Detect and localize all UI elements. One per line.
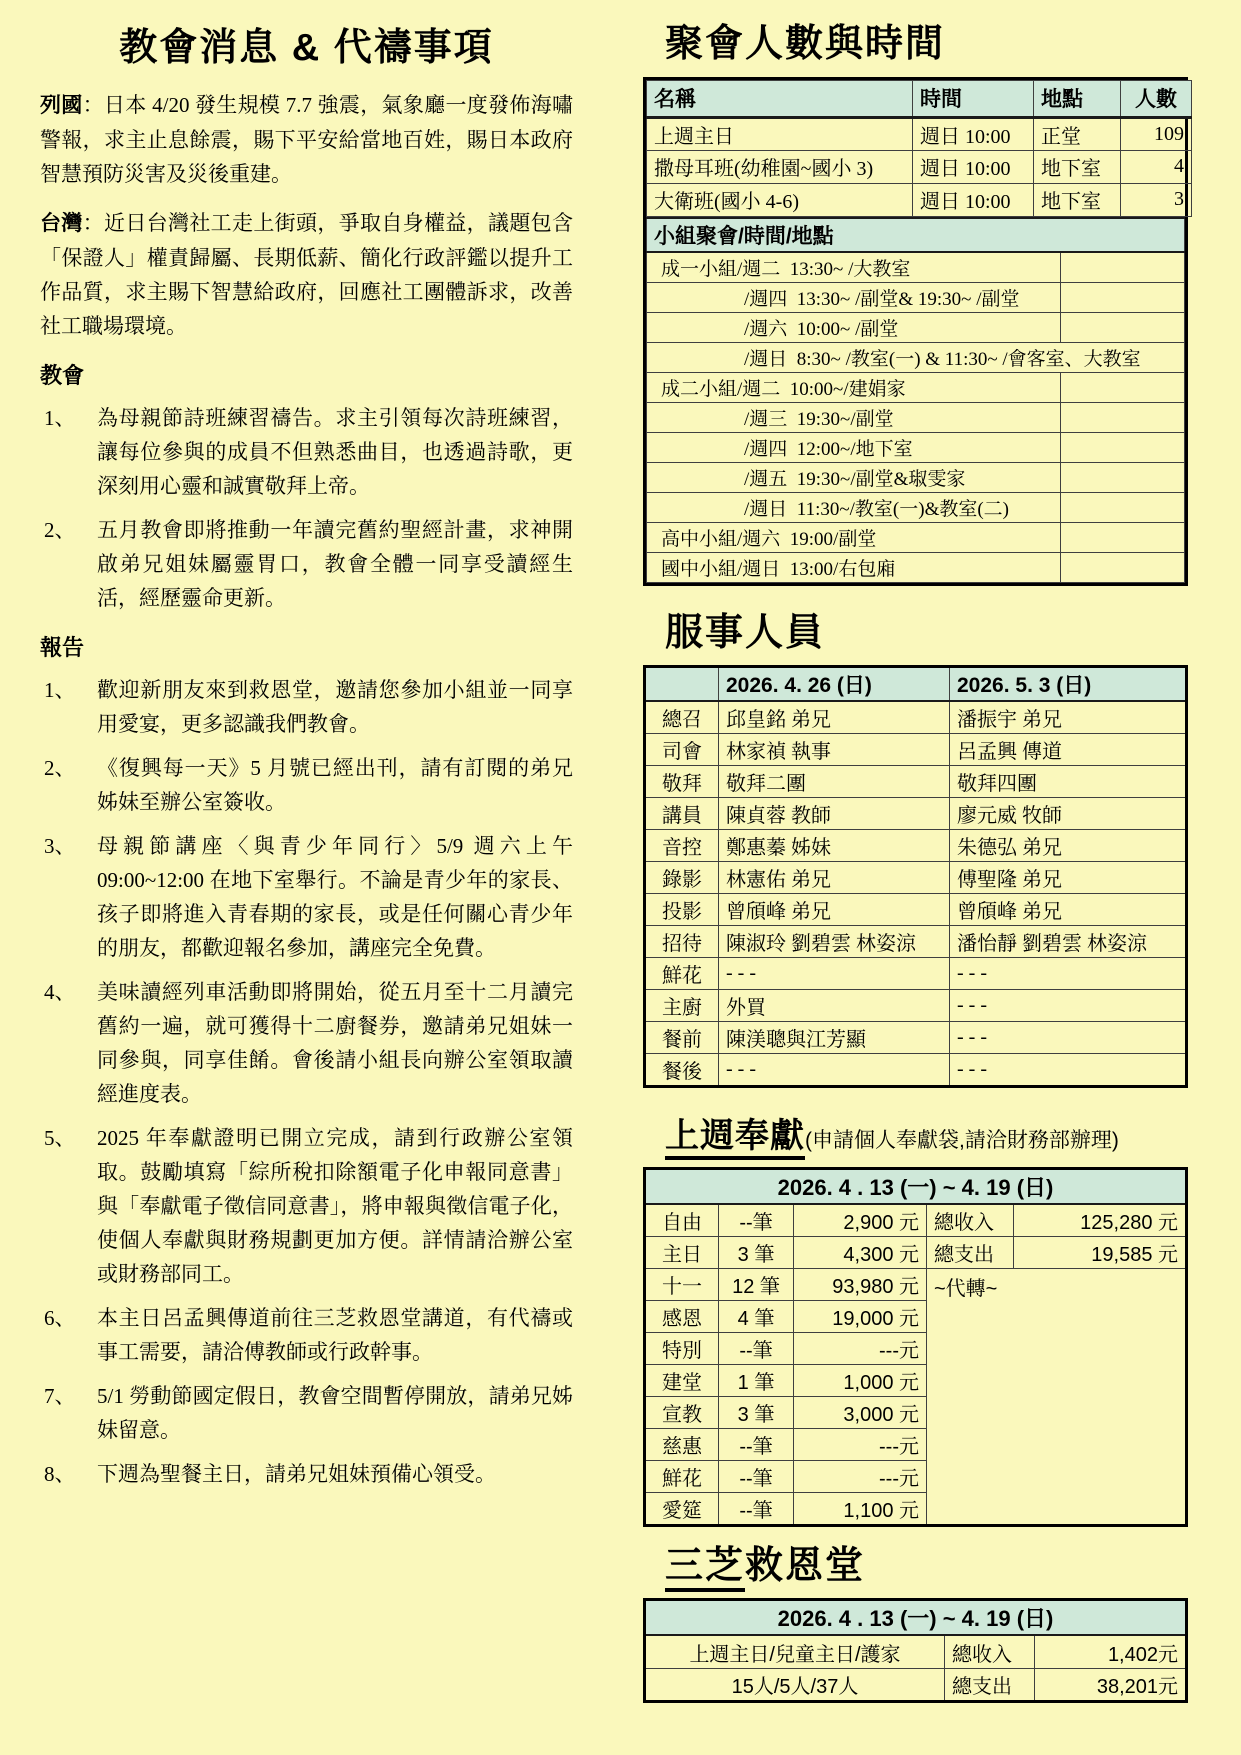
group-section-header: 小組聚會/時間/地點 xyxy=(647,218,1185,252)
servant-role: 音控 xyxy=(645,830,719,862)
attendance-row xyxy=(647,150,1192,183)
cell-empty xyxy=(1061,312,1185,342)
transfer-note: ~代轉~ xyxy=(927,1268,1187,1525)
offering-table xyxy=(643,1167,1188,1527)
meeting-time: 週日 10:00 xyxy=(913,150,1034,183)
offering-count: --筆 xyxy=(719,1332,794,1364)
column-header-time: 時間 xyxy=(913,80,1034,117)
cell-empty xyxy=(1061,432,1185,462)
item-number: 7、 xyxy=(44,1383,76,1408)
list-item xyxy=(40,673,573,741)
sanzhi-row xyxy=(645,1635,1187,1668)
cell-empty xyxy=(1061,252,1185,283)
attendance-header-row xyxy=(647,80,1192,117)
offering-category: 十一 xyxy=(645,1268,719,1300)
servant-row xyxy=(645,958,1187,990)
meeting-name: 上週主日 xyxy=(647,117,913,150)
cell-empty xyxy=(1061,492,1185,522)
servant-row xyxy=(645,862,1187,894)
sanzhi-table xyxy=(643,1598,1188,1703)
cell-empty xyxy=(1061,462,1185,492)
group-row xyxy=(647,492,1185,522)
servant-name: 陳貞蓉 教師 xyxy=(719,798,950,830)
group-row xyxy=(647,432,1185,462)
servant-name: - - - xyxy=(950,990,1187,1022)
offering-title-text: 上週奉獻 xyxy=(665,1117,805,1160)
meeting-place: 地下室 xyxy=(1034,183,1121,216)
item-text: 本主日呂孟興傳道前往三芝救恩堂講道，有代禱或事工需要，請洽傅教師或行政幹事。 xyxy=(97,1305,573,1364)
group-schedule: /週三 19:30~/副堂 xyxy=(647,402,1061,432)
sanzhi-title xyxy=(643,1544,1188,1590)
item-text: 《復興每一天》5 月號已經出刊，請有訂閱的弟兄姊妹至辦公室簽收。 xyxy=(97,755,573,814)
item-text: 2025 年奉獻證明已開立完成，請到行政辦公室領取。鼓勵填寫「綜所稅扣除額電子化申報同意書」與「奉獻電子徵信同意書」，將申報與徵信電子化，使個人奉獻與財務規劃更加方便。詳情請洽辦公室或財務部同工。 xyxy=(97,1125,573,1286)
offering-category: 宣教 xyxy=(645,1396,719,1428)
cell-empty xyxy=(1061,372,1185,402)
offering-count: --筆 xyxy=(719,1428,794,1460)
item-number: 8、 xyxy=(44,1461,76,1486)
total-income-label: 總收入 xyxy=(927,1204,1014,1237)
offering-amount: 2,900 元 xyxy=(794,1204,927,1237)
offering-amount: 4,300 元 xyxy=(794,1236,927,1268)
column-header-date-2: 2026. 5. 3 (日) xyxy=(950,667,1187,702)
cell-empty xyxy=(1061,522,1185,552)
group-row xyxy=(647,462,1185,492)
offering-category: 自由 xyxy=(645,1204,719,1237)
cell-empty xyxy=(1061,552,1185,582)
servant-name: 潘振宇 弟兄 xyxy=(950,701,1187,734)
servant-name: 呂孟興 傳道 xyxy=(950,734,1187,766)
sanzhi-header-row xyxy=(645,1600,1187,1636)
offering-count: 4 筆 xyxy=(719,1300,794,1332)
meeting-place: 正堂 xyxy=(1034,117,1121,150)
group-schedule: 高中小組/週六 19:00/副堂 xyxy=(647,522,1061,552)
servant-role: 投影 xyxy=(645,894,719,926)
list-item xyxy=(40,751,573,819)
offering-count: --筆 xyxy=(719,1492,794,1525)
servant-role: 司會 xyxy=(645,734,719,766)
group-schedule: /週六 10:00~ /副堂 xyxy=(647,312,1061,342)
meeting-time: 週日 10:00 xyxy=(913,183,1034,216)
column-header-name: 名稱 xyxy=(647,80,913,117)
servant-name: 曾頎峰 弟兄 xyxy=(950,894,1187,926)
servant-name: 敬拜二團 xyxy=(719,766,950,798)
sanzhi-total-amount: 38,201元 xyxy=(1035,1668,1187,1701)
servant-name: - - - xyxy=(950,1022,1187,1054)
total-income-amount: 125,280 元 xyxy=(1014,1204,1187,1237)
servant-row xyxy=(645,766,1187,798)
item-number: 2、 xyxy=(44,517,76,542)
offering-amount: 3,000 元 xyxy=(794,1396,927,1428)
servant-name: 林憲佑 弟兄 xyxy=(719,862,950,894)
group-schedule: 成二小組/週二 10:00~/建娟家 xyxy=(647,372,1061,402)
offering-amount: ---元 xyxy=(794,1460,927,1492)
sanzhi-total-label: 總收入 xyxy=(945,1635,1035,1668)
offering-category: 慈惠 xyxy=(645,1428,719,1460)
cell-empty xyxy=(1061,282,1185,312)
item-number: 1、 xyxy=(44,677,76,702)
servants-title: 服事人員 xyxy=(665,611,826,654)
servant-name: 邱皇銘 弟兄 xyxy=(719,701,950,734)
list-item xyxy=(40,401,573,503)
offering-category: 主日 xyxy=(645,1236,719,1268)
servant-row xyxy=(645,1054,1187,1087)
offering-count: --筆 xyxy=(719,1204,794,1237)
paragraph-text: ：近日台灣社工走上街頭，爭取自身權益，議題包含「保證人」權責歸屬、長期低薪、簡化行政評鑑以提升工作品質，求主賜下智慧給政府，回應社工團體訴求，改善社工職場環境。 xyxy=(40,210,574,338)
column-header-empty xyxy=(645,667,719,702)
offering-row xyxy=(645,1268,1187,1300)
sanzhi-total-amount: 1,402元 xyxy=(1035,1635,1187,1668)
servant-role: 總召 xyxy=(645,701,719,734)
item-text: 美味讀經列車活動即將開始，從五月至十二月讀完舊約一遍，就可獲得十二廚餐券，邀請弟兄姐妹一同參與，同享佳餚。會後請小組長向辦公室領取讀經進度表。 xyxy=(97,979,573,1106)
section-heading-report: 報告 xyxy=(40,634,85,660)
column-header-date-1: 2026. 4. 26 (日) xyxy=(719,667,950,702)
meeting-name: 大衛班(國小 4-6) xyxy=(647,183,913,216)
sanzhi-row xyxy=(645,1668,1187,1701)
servant-row xyxy=(645,990,1187,1022)
servant-role: 招待 xyxy=(645,926,719,958)
group-row xyxy=(647,522,1185,552)
offering-title-note: (申請個人奉獻袋,請洽財務部辦理) xyxy=(805,1129,1119,1153)
meeting-place: 地下室 xyxy=(1034,150,1121,183)
servant-name: - - - xyxy=(719,1054,950,1087)
list-item xyxy=(40,1121,573,1291)
meeting-count: 3 xyxy=(1121,183,1192,216)
offering-title xyxy=(643,1115,1188,1158)
tables-column xyxy=(643,22,1188,1703)
paragraph-text: ：日本 4/20 發生規模 7.7 強震，氣象廳一度發佈海嘯警報，求主止息餘震，賜下平安給當地百姓，賜日本政府智慧預防災害及災後重建。 xyxy=(40,92,573,186)
item-text: 為母親節詩班練習禱告。求主引領每次詩班練習，讓每位參與的成員不但熟悉曲目，也透過詩歌，更深刻用心靈和誠實敬拜上帝。 xyxy=(97,405,573,498)
offering-count: 3 筆 xyxy=(719,1396,794,1428)
servants-table xyxy=(643,665,1188,1088)
list-item xyxy=(40,975,573,1111)
sanzhi-meeting: 上週主日/兒童主日/護家 xyxy=(645,1635,945,1668)
servant-name: 朱德弘 弟兄 xyxy=(950,830,1187,862)
group-schedule: 成一小組/週二 13:30~ /大教室 xyxy=(647,252,1061,283)
group-row xyxy=(647,372,1185,402)
meeting-count: 4 xyxy=(1121,150,1192,183)
offering-category: 愛筵 xyxy=(645,1492,719,1525)
offering-amount: ---元 xyxy=(794,1428,927,1460)
offering-row xyxy=(645,1236,1187,1268)
attendance-table xyxy=(643,77,1188,586)
attendance-row xyxy=(647,183,1192,216)
offering-amount: ---元 xyxy=(794,1332,927,1364)
servant-name: 潘怡靜 劉碧雲 林姿涼 xyxy=(950,926,1187,958)
paragraph-label: 列國 xyxy=(40,93,83,117)
servant-role: 錄影 xyxy=(645,862,719,894)
group-row xyxy=(647,312,1185,342)
servant-row xyxy=(645,894,1187,926)
offering-category: 特別 xyxy=(645,1332,719,1364)
group-row xyxy=(647,552,1185,582)
attendance-row xyxy=(647,117,1192,150)
group-schedule: 國中小組/週日 13:00/右包廂 xyxy=(647,552,1061,582)
servant-role: 主廚 xyxy=(645,990,719,1022)
item-number: 1、 xyxy=(44,405,76,430)
item-text: 五月教會即將推動一年讀完舊約聖經計畫，求神開啟弟兄姐妹屬靈胃口，教會全體一同享受讀經生活，經歷靈命更新。 xyxy=(97,517,573,610)
servant-role: 講員 xyxy=(645,798,719,830)
group-row xyxy=(647,342,1185,372)
item-text: 歡迎新朋友來到救恩堂，邀請您參加小組並一同享用愛宴，更多認識我們教會。 xyxy=(97,677,573,736)
offering-count: 12 筆 xyxy=(719,1268,794,1300)
offering-amount: 93,980 元 xyxy=(794,1268,927,1300)
servant-name: 陳渼聰與江芳顯 xyxy=(719,1022,950,1054)
news-title: 教會消息 & 代禱事項 xyxy=(119,27,494,69)
servant-row xyxy=(645,701,1187,734)
meeting-name: 撒母耳班(幼稚園~國小 3) xyxy=(647,150,913,183)
offering-amount: 1,000 元 xyxy=(794,1364,927,1396)
offering-header-row xyxy=(645,1168,1187,1204)
servant-role: 鮮花 xyxy=(645,958,719,990)
group-row xyxy=(647,252,1185,283)
servant-row xyxy=(645,798,1187,830)
list-item xyxy=(40,1457,573,1491)
group-schedule: /週日 11:30~/教室(一)&教室(二) xyxy=(647,492,1061,522)
item-text: 下週為聖餐主日，請弟兄姐妹預備心領受。 xyxy=(97,1461,496,1486)
total-expense-label: 總支出 xyxy=(927,1236,1014,1268)
group-row xyxy=(647,282,1185,312)
offering-period: 2026. 4 . 13 (一) ~ 4. 19 (日) xyxy=(645,1168,1187,1204)
offering-category: 感恩 xyxy=(645,1300,719,1332)
attendance-title: 聚會人數與時間 xyxy=(665,23,946,65)
servant-row xyxy=(645,926,1187,958)
sanzhi-total-label: 總支出 xyxy=(945,1668,1035,1701)
paragraph-label: 台灣 xyxy=(40,211,83,235)
item-text: 5/1 勞動節國定假日，教會空間暫停開放，請弟兄姊妹留意。 xyxy=(97,1383,573,1442)
servant-name: 陳淑玲 劉碧雲 林姿涼 xyxy=(719,926,950,958)
column-header-place: 地點 xyxy=(1034,80,1121,117)
item-number: 6、 xyxy=(44,1305,76,1330)
cell-empty xyxy=(1061,402,1185,432)
taiwan-paragraph xyxy=(40,206,573,343)
offering-count: --筆 xyxy=(719,1460,794,1492)
news-column xyxy=(40,26,573,1501)
servant-name: 曾頎峰 弟兄 xyxy=(719,894,950,926)
servant-role: 餐前 xyxy=(645,1022,719,1054)
offering-category: 鮮花 xyxy=(645,1460,719,1492)
servant-name: 廖元威 牧師 xyxy=(950,798,1187,830)
group-schedule: /週四 12:00~/地下室 xyxy=(647,432,1061,462)
group-header-row xyxy=(647,218,1185,252)
group-row xyxy=(647,402,1185,432)
servant-role: 敬拜 xyxy=(645,766,719,798)
servant-role: 餐後 xyxy=(645,1054,719,1087)
servant-name: 鄭惠蓁 姊妹 xyxy=(719,830,950,862)
offering-amount: 19,000 元 xyxy=(794,1300,927,1332)
item-number: 3、 xyxy=(44,833,76,858)
offering-category: 建堂 xyxy=(645,1364,719,1396)
servant-name: 敬拜四團 xyxy=(950,766,1187,798)
item-number: 2、 xyxy=(44,755,76,780)
item-text: 母親節講座〈與青少年同行〉5/9 週六上午 09:00~12:00 在地下室舉行。不論是青少年的家長、孩子即將進入青春期的家長，或是任何關心青少年的朋友，都歡迎報名參加，講座完全免費。 xyxy=(97,833,573,960)
sanzhi-meeting: 15人/5人/37人 xyxy=(645,1668,945,1701)
nations-paragraph xyxy=(40,88,573,191)
group-schedule: /週四 13:30~ /副堂& 19:30~ /副堂 xyxy=(647,282,1061,312)
list-item xyxy=(40,829,573,965)
item-number: 5、 xyxy=(44,1125,76,1150)
list-item xyxy=(40,513,573,615)
item-number: 4、 xyxy=(44,979,76,1004)
servant-name: 外買 xyxy=(719,990,950,1022)
offering-row xyxy=(645,1204,1187,1237)
meeting-count: 109 xyxy=(1121,117,1192,150)
offering-amount: 1,100 元 xyxy=(794,1492,927,1525)
list-item xyxy=(40,1379,573,1447)
servant-name: - - - xyxy=(950,1054,1187,1087)
total-expense-amount: 19,585 元 xyxy=(1014,1236,1187,1268)
sanzhi-title-head: 三芝 xyxy=(665,1545,745,1592)
offering-count: 3 筆 xyxy=(719,1236,794,1268)
servant-row xyxy=(645,734,1187,766)
column-header-count: 人數 xyxy=(1121,80,1192,117)
servant-name: - - - xyxy=(950,958,1187,990)
meeting-time: 週日 10:00 xyxy=(913,117,1034,150)
servants-header-row xyxy=(645,667,1187,702)
servant-name: - - - xyxy=(719,958,950,990)
offering-count: 1 筆 xyxy=(719,1364,794,1396)
sanzhi-title-tail: 救恩堂 xyxy=(745,1544,866,1587)
servant-row xyxy=(645,830,1187,862)
group-schedule: /週五 19:30~/副堂&琡雯家 xyxy=(647,462,1061,492)
sanzhi-period: 2026. 4 . 13 (一) ~ 4. 19 (日) xyxy=(645,1600,1187,1636)
group-schedule: /週日 8:30~ /教室(一) & 11:30~ /會客室、大教室 xyxy=(647,342,1185,372)
section-heading-church: 教會 xyxy=(40,362,85,388)
servant-name: 林家禎 執事 xyxy=(719,734,950,766)
servant-name: 傅聖隆 弟兄 xyxy=(950,862,1187,894)
servant-row xyxy=(645,1022,1187,1054)
list-item xyxy=(40,1301,573,1369)
